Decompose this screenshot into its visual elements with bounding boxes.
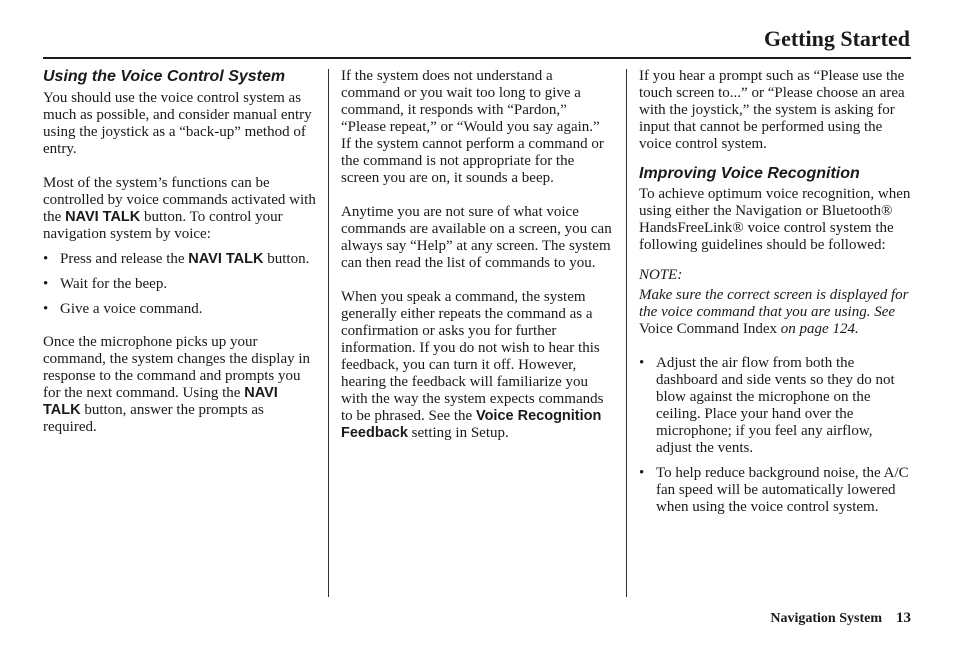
- section-heading-voice-control: Using the Voice Control System: [43, 68, 286, 85]
- column-2: [341, 68, 612, 442]
- col2-paragraph-2: Anytime you are not sure of what voice commands are available on a screen, you can always say “Help” at any screen. The system can then read the list of commands to you.: [341, 204, 612, 271]
- header-rule: [43, 57, 911, 59]
- col2-paragraph-1: If the system does not understand a command or you wait too long to give a command, it responds with “Pardon,” “Please repeat,” or “Would you say again.” If the system cannot perform a command or the command is not appropriate for the screen you are on, it sounds a beep.: [341, 68, 604, 186]
- col3-paragraph-1: If you hear a prompt such as “Please use the touch screen to...” or “Please choose an area with the joystick,” the system is asking for input that cannot be performed using the voice control system.: [639, 68, 905, 152]
- col3-paragraph-2: To achieve optimum voice recognition, when using either the Navigation or Bluetooth® HandsFreeLink® voice control system the following guidelines should be followed:: [639, 186, 911, 253]
- voice-command-index-reference: Voice Command Index: [639, 321, 778, 337]
- section-heading-improving-recognition: Improving Voice Recognition: [639, 165, 860, 182]
- list-item: • Wait for the beep.: [43, 276, 318, 293]
- navi-talk-key: NAVI TALK: [65, 209, 141, 225]
- voice-recognition-feedback-setting: Voice Recognition Feedback: [341, 408, 602, 441]
- col1-paragraph-1: You should use the voice control system as much as possible, and consider manual entry using the joystick as a “back-up” method of entry.: [43, 90, 312, 157]
- list-item: • Press and release the NAVI TALK button.: [43, 251, 318, 268]
- list-item: • To help reduce background noise, the A/C fan speed will be automatically lowered when using the voice control system.: [639, 465, 911, 516]
- page-number: 13: [896, 610, 911, 626]
- list-item: • Give a voice command.: [43, 301, 318, 318]
- column-divider-1: [328, 69, 329, 597]
- column-1: [43, 68, 318, 436]
- col1-paragraph-2: Most of the system’s functions can be controlled by voice commands activated with the NAVI TALK button. To control your navigation system by voice:: [43, 175, 316, 242]
- navi-talk-key: NAVI TALK: [43, 385, 278, 418]
- column-3: [639, 68, 911, 516]
- col1-paragraph-3: Once the microphone picks up your command, the system changes the display in response to the command and prompts you for the next command. Using the NAVI TALK button, answer the prompts as required.: [43, 334, 311, 435]
- column-divider-2: [626, 69, 627, 597]
- page-title: Getting Started: [763, 26, 910, 51]
- col3-bullet-list: [639, 355, 911, 516]
- col1-bullet-list: [43, 251, 318, 318]
- page-footer: [770, 610, 911, 627]
- navi-talk-key: NAVI TALK: [188, 251, 264, 267]
- list-item: • Adjust the air flow from both the dashboard and side vents so they do not blow against the microphone on the ceiling. Place your hand over the microphone; if you feel any airflow, adjust the vents.: [639, 355, 911, 457]
- note-label: NOTE:: [639, 267, 683, 283]
- note-text: Make sure the correct screen is displayed for the voice command that you are using. See Voice Command Index on page 124.: [639, 287, 909, 337]
- footer-label: Navigation System: [770, 611, 882, 626]
- col2-paragraph-3: When you speak a command, the system generally either repeats the command as a confirmation or asks you for further information. If you do not wish to hear this feedback, you can turn it off. However, hearing the feedback will familiarize you with the way the system expects commands to be phrased. See the Voice Recognition Feedback setting in Setup.: [341, 289, 604, 441]
